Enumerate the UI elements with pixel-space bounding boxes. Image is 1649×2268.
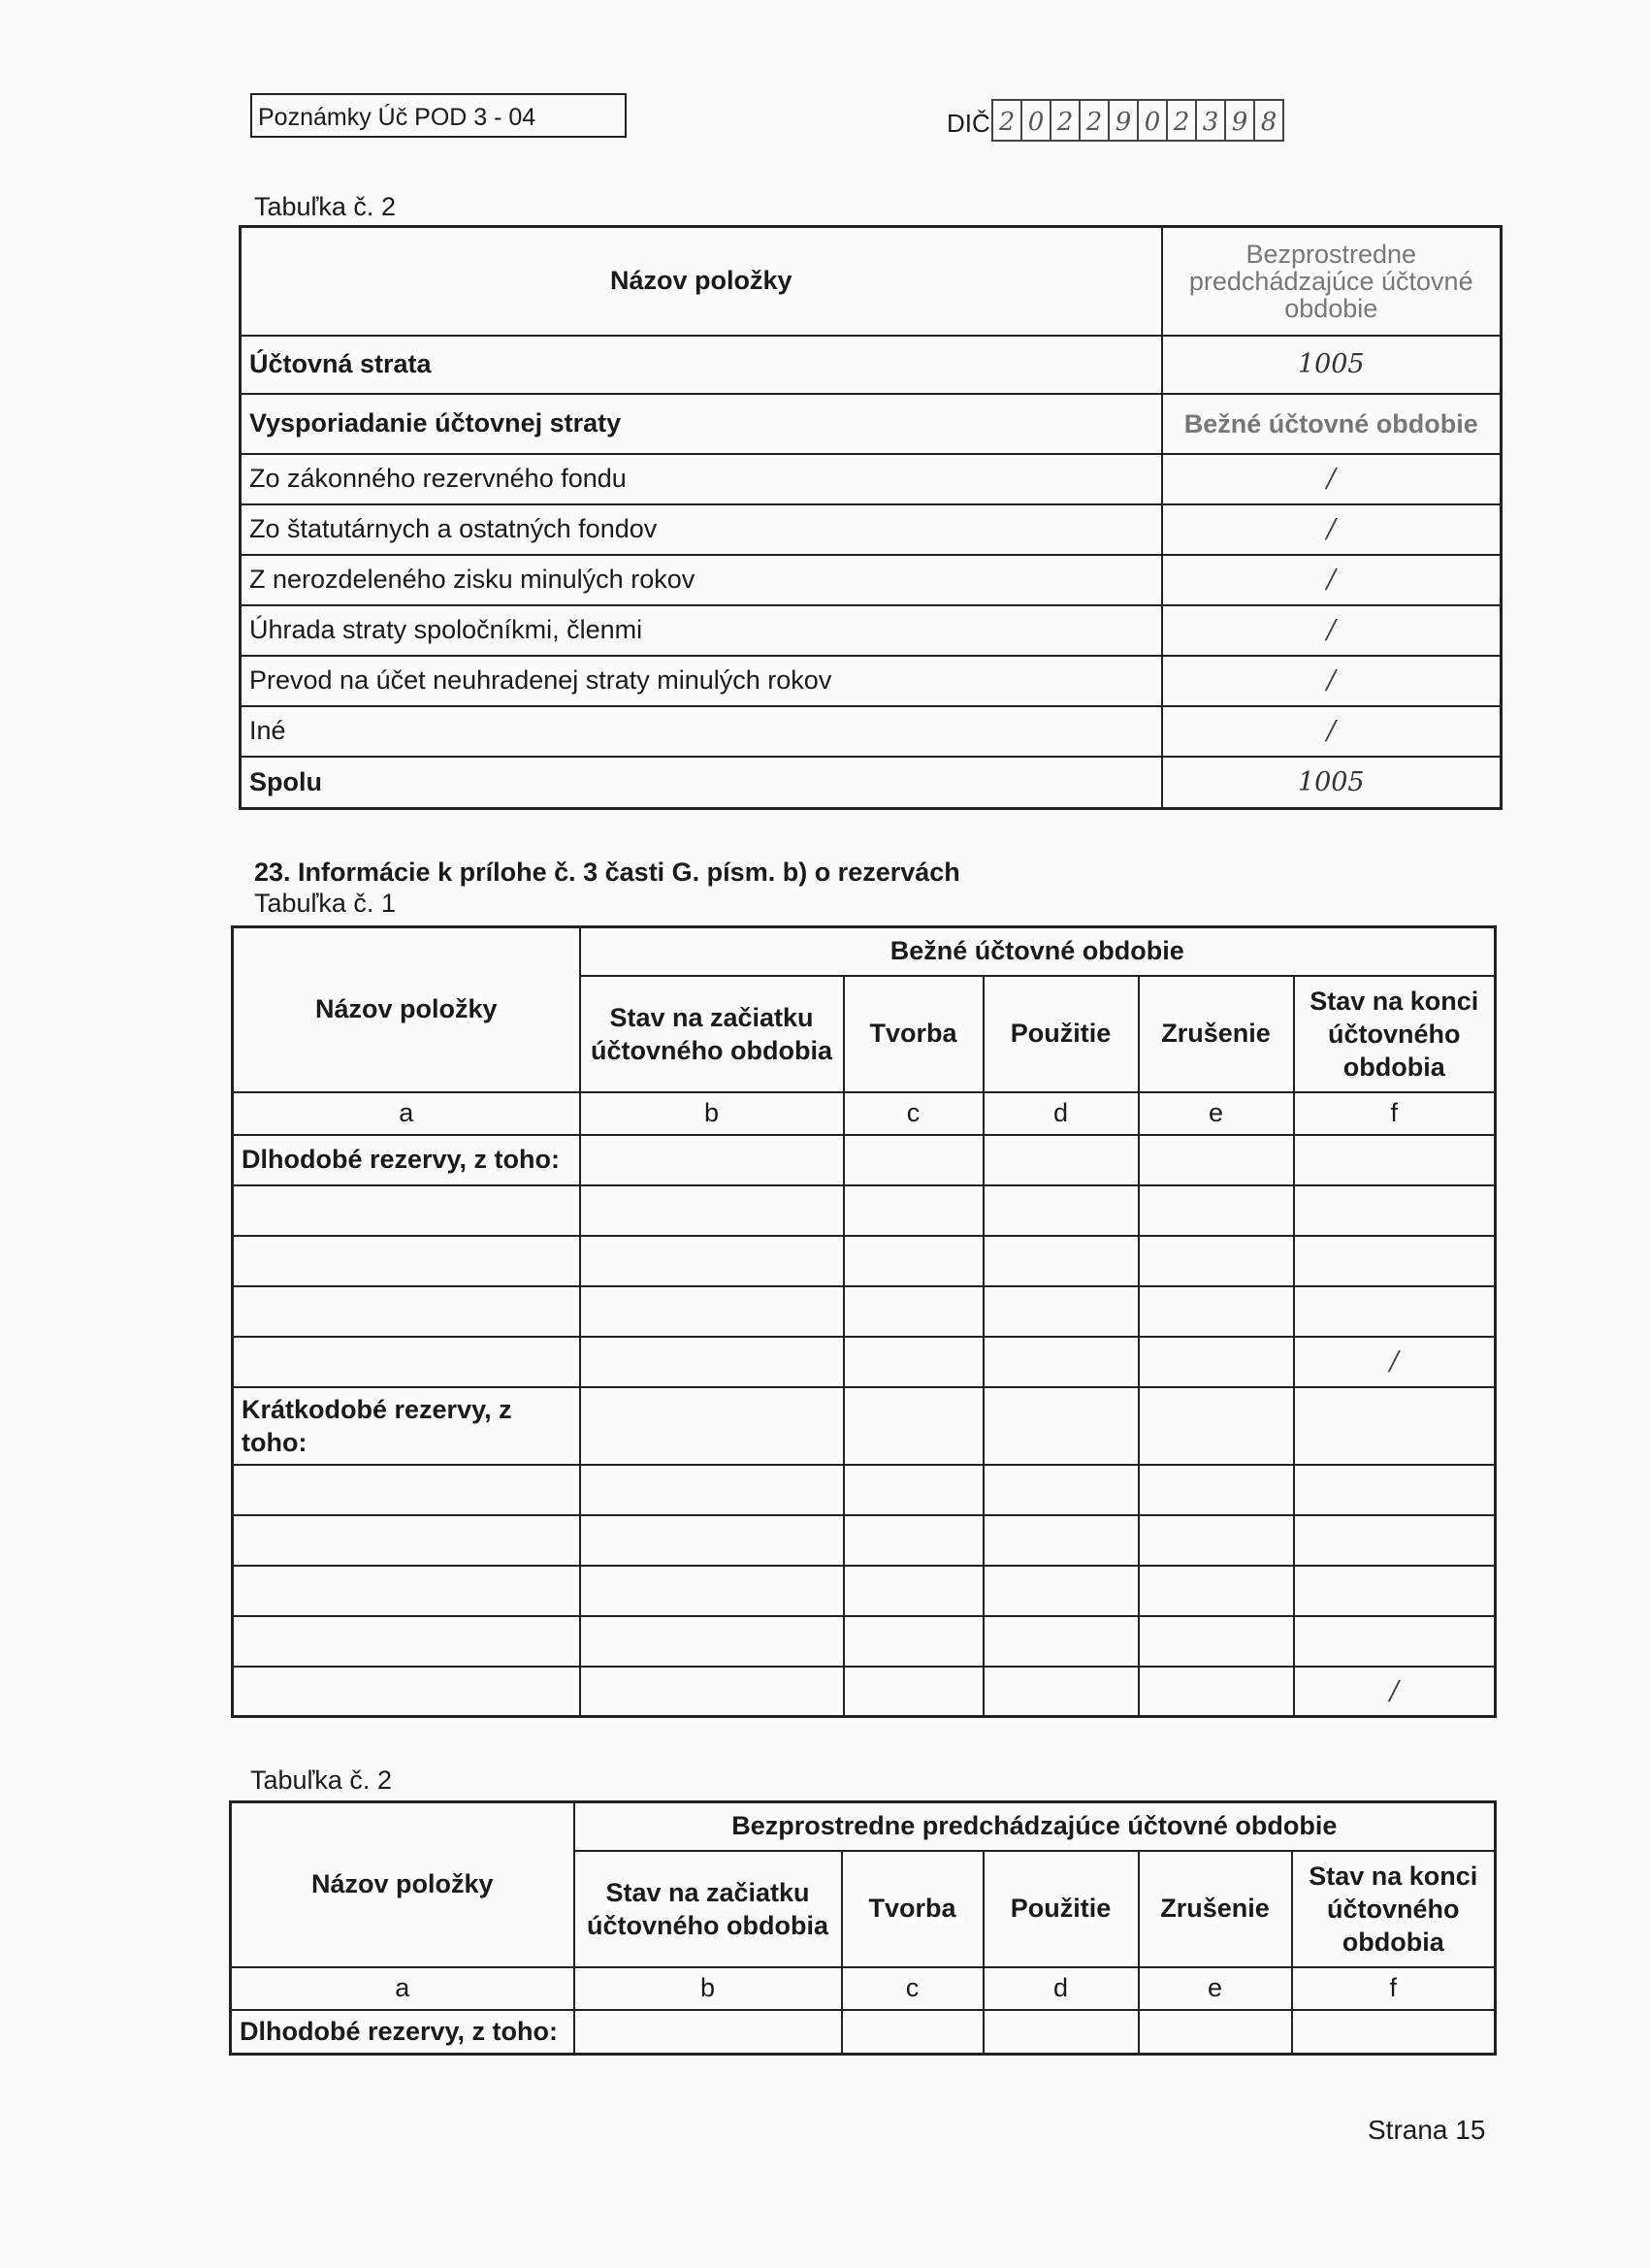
col-header-prev: Bezprostredne predchádzajúce účtovné obdobie [1162,227,1502,336]
cell[interactable] [580,1616,844,1667]
row-value[interactable]: / [1162,605,1502,656]
dic-digit[interactable]: 2 [1050,99,1081,142]
col-header-c: Tvorba [844,976,984,1092]
dic-digit[interactable]: 2 [1079,99,1110,142]
col-letter: f [1294,1092,1496,1135]
col-letter: c [844,1092,984,1135]
cell[interactable] [1139,1135,1294,1185]
row-label: Úhrada straty spoločníkmi, členmi [241,605,1162,656]
row-label: Z nerozdeleného zisku minulých rokov [241,555,1162,605]
form-title: Poznámky Úč POD 3 - 04 [250,93,627,138]
cell[interactable] [844,1387,984,1465]
col-letter: d [984,1092,1139,1135]
col-header-d: Použitie [984,1851,1139,1967]
cell[interactable] [1139,1515,1294,1566]
cell[interactable] [1294,1135,1496,1185]
cell[interactable] [1139,1667,1294,1717]
cell[interactable] [984,1667,1139,1717]
cell[interactable] [984,1135,1139,1185]
cell[interactable] [1292,2010,1496,2055]
cell[interactable] [233,1667,580,1717]
cell[interactable] [984,1616,1139,1667]
cell[interactable] [580,1236,844,1286]
cell[interactable] [1294,1515,1496,1566]
row-label-total: Spolu [241,757,1162,809]
col-letter: e [1139,1967,1292,2010]
cell[interactable] [1139,1337,1294,1387]
cell[interactable] [580,1515,844,1566]
cell[interactable] [1139,1286,1294,1337]
row-value[interactable]: / [1162,555,1502,605]
dic-boxes [991,99,1282,142]
period-header: Bezprostredne predchádzajúce účtovné obdobie [574,1802,1496,1851]
cell[interactable] [233,1236,580,1286]
cell[interactable] [844,1616,984,1667]
dic-digit[interactable]: 8 [1253,99,1284,142]
cell[interactable] [580,1667,844,1717]
cell[interactable] [984,1185,1139,1236]
cell[interactable] [1294,1185,1496,1236]
table-caption: Tabuľka č. 2 [250,1766,392,1795]
page-number: Strana 15 [1368,2115,1486,2145]
cell[interactable] [984,1515,1139,1566]
cell[interactable] [580,1566,844,1616]
row-label-loss: Účtovná strata [241,336,1162,394]
col-letter: e [1139,1092,1294,1135]
cell[interactable] [984,1566,1139,1616]
row-value[interactable]: / [1162,706,1502,757]
col-letter: f [1292,1967,1496,2010]
dic-digit[interactable]: 2 [991,99,1022,142]
dic-digit[interactable]: 9 [1224,99,1255,142]
cell[interactable] [984,1236,1139,1286]
dic-digit[interactable]: 9 [1108,99,1139,142]
cell[interactable] [844,1515,984,1566]
cell[interactable] [984,1387,1139,1465]
cell[interactable] [580,1465,844,1515]
cell[interactable] [580,1185,844,1236]
table-caption: Tabuľka č. 2 [254,192,396,221]
cell[interactable] [1139,1236,1294,1286]
row-label-long-term: Dlhodobé rezervy, z toho: [231,2010,574,2055]
col-letter: a [231,1967,574,2010]
cell[interactable] [580,1286,844,1337]
cell[interactable] [233,1465,580,1515]
col-header-f: Stav na konci účtovného obdobia [1294,976,1496,1092]
col-letter: b [580,1092,844,1135]
dic-digit[interactable]: 0 [1137,99,1168,142]
cell-mark[interactable]: / [1294,1667,1496,1717]
cell[interactable] [844,1135,984,1185]
col-letter: c [842,1967,984,2010]
dic-digit[interactable]: 3 [1195,99,1226,142]
cell[interactable] [984,1286,1139,1337]
cell[interactable] [233,1286,580,1337]
row-label-short-term: Krátkodobé rezervy, z toho: [233,1387,580,1465]
table-caption: Tabuľka č. 1 [254,889,396,918]
cell[interactable] [1294,1387,1496,1465]
col-header-e: Zrušenie [1139,976,1294,1092]
cell[interactable] [233,1515,580,1566]
cell[interactable] [1139,1465,1294,1515]
row-value[interactable]: / [1162,656,1502,706]
col-letter: b [574,1967,842,2010]
col-header-b: Stav na začiatku účtovného obdobia [580,976,844,1092]
cell[interactable] [233,1185,580,1236]
period-header: Bežné účtovné obdobie [580,927,1496,976]
cell[interactable] [844,1465,984,1515]
col-header-name: Názov položky [233,927,580,1092]
cell[interactable] [1294,1566,1496,1616]
cell[interactable] [580,1337,844,1387]
col-header-e: Zrušenie [1139,1851,1292,1967]
cell[interactable] [842,2010,984,2055]
col-header-d: Použitie [984,976,1139,1092]
cell[interactable] [844,1286,984,1337]
cell[interactable] [844,1185,984,1236]
row-value[interactable]: / [1162,454,1502,504]
cell[interactable] [844,1667,984,1717]
row-label-long-term: Dlhodobé rezervy, z toho: [233,1135,580,1185]
section-heading: 23. Informácie k prílohe č. 3 časti G. písm. b) o rezervách [254,858,960,887]
cell[interactable] [233,1337,580,1387]
col-header-name: Názov položky [231,1802,574,1967]
col-header-f: Stav na konci účtovného obdobia [1292,1851,1496,1967]
cell[interactable] [844,1236,984,1286]
cell[interactable] [1294,1465,1496,1515]
cell[interactable] [1294,1286,1496,1337]
cell[interactable] [233,1616,580,1667]
row-label: Zo zákonného rezervného fondu [241,454,1162,504]
cell[interactable] [1139,1616,1294,1667]
col-header-c: Tvorba [842,1851,984,1967]
cell[interactable] [1139,2010,1292,2055]
loss-settlement-table [239,225,1503,810]
dic-digit[interactable]: 2 [1166,99,1197,142]
col-header-b: Stav na začiatku účtovného obdobia [574,1851,842,1967]
cell[interactable] [580,1387,844,1465]
col-letter: d [984,1967,1139,2010]
cell[interactable] [574,2010,842,2055]
cell[interactable] [1139,1387,1294,1465]
cell[interactable] [1294,1616,1496,1667]
col-header-name: Názov položky [241,227,1162,336]
loss-value[interactable]: 1005 [1162,336,1502,394]
cell[interactable] [233,1566,580,1616]
row-label: Prevod na účet neuhradenej straty minulých rokov [241,656,1162,706]
reserves-table-current [231,925,1497,1718]
cell[interactable] [984,2010,1139,2055]
cell[interactable] [1139,1185,1294,1236]
reserves-table-previous [229,1800,1497,2056]
col-header-curr: Bežné účtovné obdobie [1162,394,1502,454]
dic-digit[interactable]: 0 [1020,99,1051,142]
cell[interactable] [844,1566,984,1616]
total-value[interactable]: 1005 [1162,757,1502,809]
row-label: Zo štatutárnych a ostatných fondov [241,504,1162,555]
cell[interactable] [1139,1566,1294,1616]
cell[interactable] [1294,1236,1496,1286]
cell[interactable] [844,1337,984,1387]
cell-mark[interactable]: / [1294,1337,1496,1387]
cell[interactable] [984,1465,1139,1515]
cell[interactable] [984,1337,1139,1387]
cell[interactable] [580,1135,844,1185]
col-letter: a [233,1092,580,1135]
row-value[interactable]: / [1162,504,1502,555]
row-label: Iné [241,706,1162,757]
row-label-settlement: Vysporiadanie účtovnej straty [241,394,1162,454]
dic-label: DIČ [947,109,990,138]
